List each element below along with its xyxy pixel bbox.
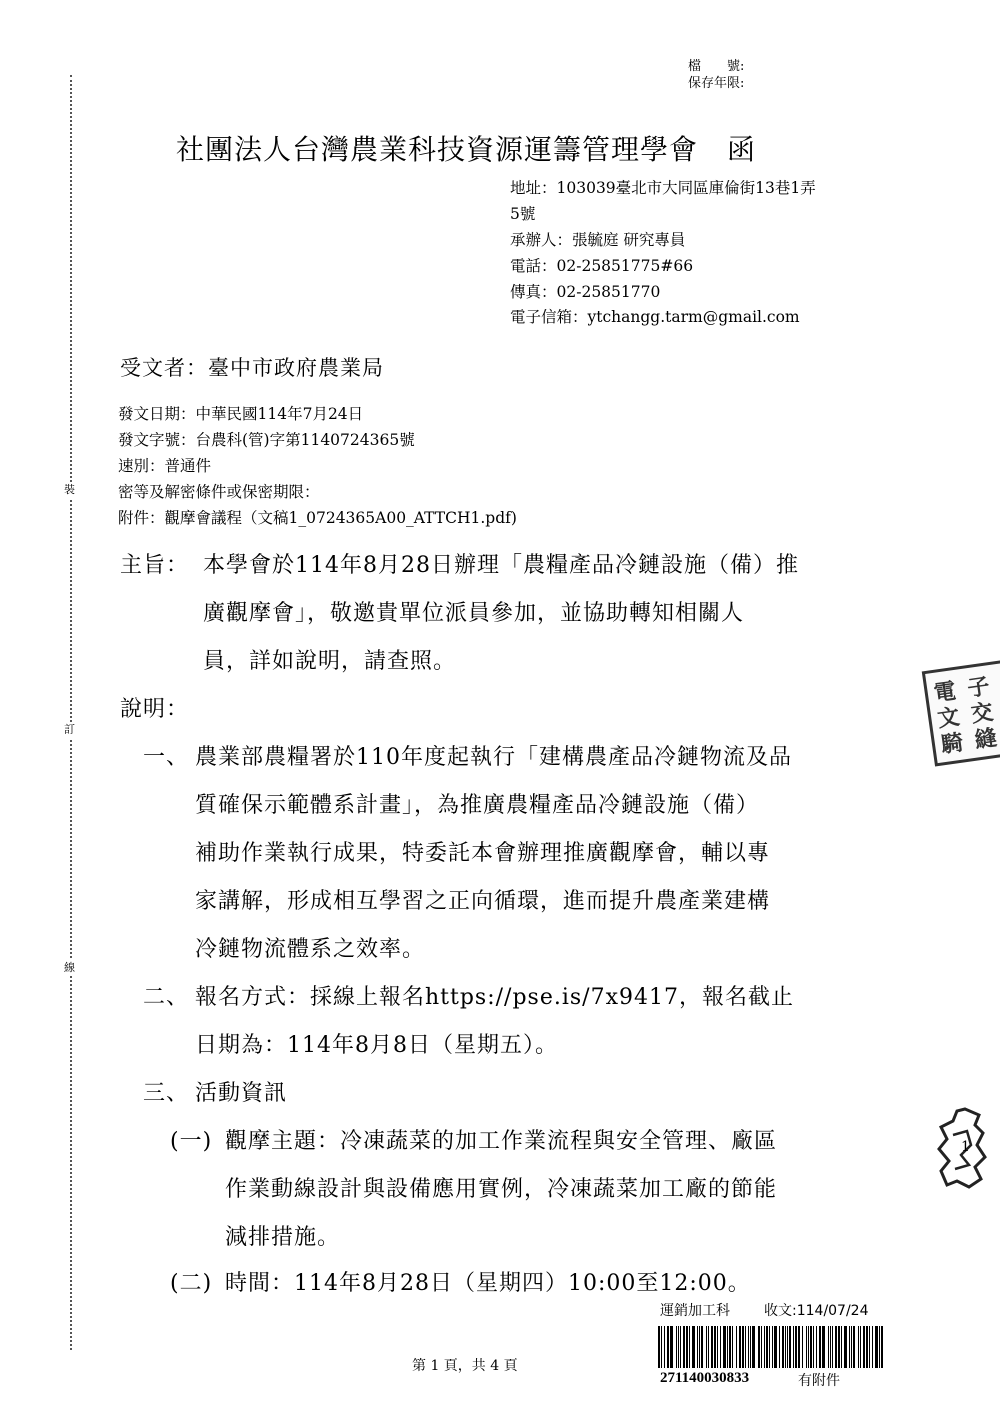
subject-line1: 本學會於114年8月28日辦理「農糧產品冷鏈設施（備）推	[203, 553, 799, 578]
item1-line1: 農業部農糧署於110年度起執行「建構農產品冷鏈物流及品	[195, 745, 792, 770]
stamp-char-2: 子	[965, 673, 992, 703]
seam-seal-icon	[935, 1105, 990, 1190]
item3-sub1-line1: 觀摩主題：冷凍蔬菜的加工作業流程與安全管理、廠區	[225, 1129, 778, 1154]
item2-line2: 日期為：114年8月8日（星期五）。	[195, 1033, 558, 1058]
item3-num: 三、	[143, 1081, 190, 1106]
page-footer: 第 1 頁，共 4 頁	[412, 1358, 518, 1374]
stamp-char-5: 騎	[939, 729, 965, 759]
meta-doc-no: 發文字號：台農科(管)字第1140724365號	[118, 431, 415, 449]
stamp-char-3: 文	[935, 703, 962, 733]
item3-sub2-line1: 時間：114年8月28日（星期四）10:00至12:00。	[225, 1271, 751, 1296]
binding-dotted-line	[70, 75, 72, 1350]
contact-handler: 承辦人：張毓庭 研究專員	[510, 231, 686, 249]
contact-address-line2: 5號	[510, 205, 536, 223]
seal-number: 1	[961, 1139, 970, 1155]
explanation-label: 說明：	[120, 697, 190, 722]
archive-retention: 保存年限:	[688, 76, 745, 91]
item1-line4: 家講解，形成相互學習之正向循環，進而提升農產業建構	[195, 889, 771, 914]
recipient: 受文者：臺中市政府農業局	[120, 356, 384, 380]
binding-char-xian: 線	[64, 961, 75, 974]
item1-line3: 補助作業執行成果，特委託本會辦理推廣觀摩會，輔以專	[195, 841, 771, 866]
subject-line3: 員，詳如說明，請查照。	[203, 649, 457, 674]
binding-char-zhuang: 裝	[64, 483, 75, 496]
item1-line2: 質確保示範體系計畫」，為推廣農糧產品冷鏈設施（備）	[195, 793, 760, 818]
item1-num: 一、	[143, 745, 190, 770]
contact-email: 電子信箱：ytchangg.tarm@gmail.com	[510, 308, 800, 326]
stamp-char-4: 交	[969, 699, 995, 728]
receipt-department: 運銷加工科	[660, 1303, 730, 1319]
subject-line2: 廣觀摩會」，敬邀貴單位派員參加，並協助轉知相關人	[203, 601, 745, 626]
item1-line5: 冷鏈物流體系之效率。	[195, 937, 426, 962]
contact-address-line1: 地址：103039臺北市大同區庫倫街13巷1弄	[510, 179, 816, 197]
receipt-barcode-block	[658, 1300, 886, 1408]
meta-attachment: 附件：觀摩會議程（文稿1_0724365A00_ATTCH1.pdf)	[118, 509, 517, 527]
contact-fax: 傳真：02-25851770	[510, 283, 661, 301]
meta-secrecy: 密等及解密條件或保密期限：	[118, 483, 320, 501]
barcode-icon	[658, 1326, 886, 1368]
page-title: 社團法人台灣農業科技資源運籌管理學會 函	[176, 133, 757, 166]
item3-line1: 活動資訊	[195, 1081, 288, 1106]
item3-sub2-num: (二)	[170, 1271, 213, 1296]
electronic-seam-stamp	[922, 659, 1000, 766]
item3-sub1-line3: 減排措施。	[225, 1225, 341, 1250]
binding-char-ding: 訂	[64, 723, 75, 736]
item2-line1: 報名方式：採線上報名https://pse.is/7x9417，報名截止	[195, 985, 794, 1010]
stamp-char-6: 縫	[973, 724, 999, 754]
meta-speed: 速別：普通件	[118, 457, 212, 475]
stamp-char-1: 電	[932, 678, 958, 707]
item3-sub1-line2: 作業動線設計與設備應用實例，冷凍蔬菜加工廠的節能	[225, 1177, 778, 1202]
receipt-attachment-note: 有附件	[798, 1373, 840, 1389]
subject-label: 主旨：	[120, 553, 190, 578]
contact-phone: 電話：02-25851775#66	[510, 257, 694, 275]
item2-num: 二、	[143, 985, 190, 1010]
receipt-date: 收文:114/07/24	[764, 1303, 869, 1319]
meta-date: 發文日期：中華民國114年7月24日	[118, 405, 364, 423]
item3-sub1-num: (一)	[170, 1129, 213, 1154]
archive-file-no: 檔 號:	[688, 59, 745, 74]
barcode-number: 271140030833	[660, 1370, 750, 1386]
